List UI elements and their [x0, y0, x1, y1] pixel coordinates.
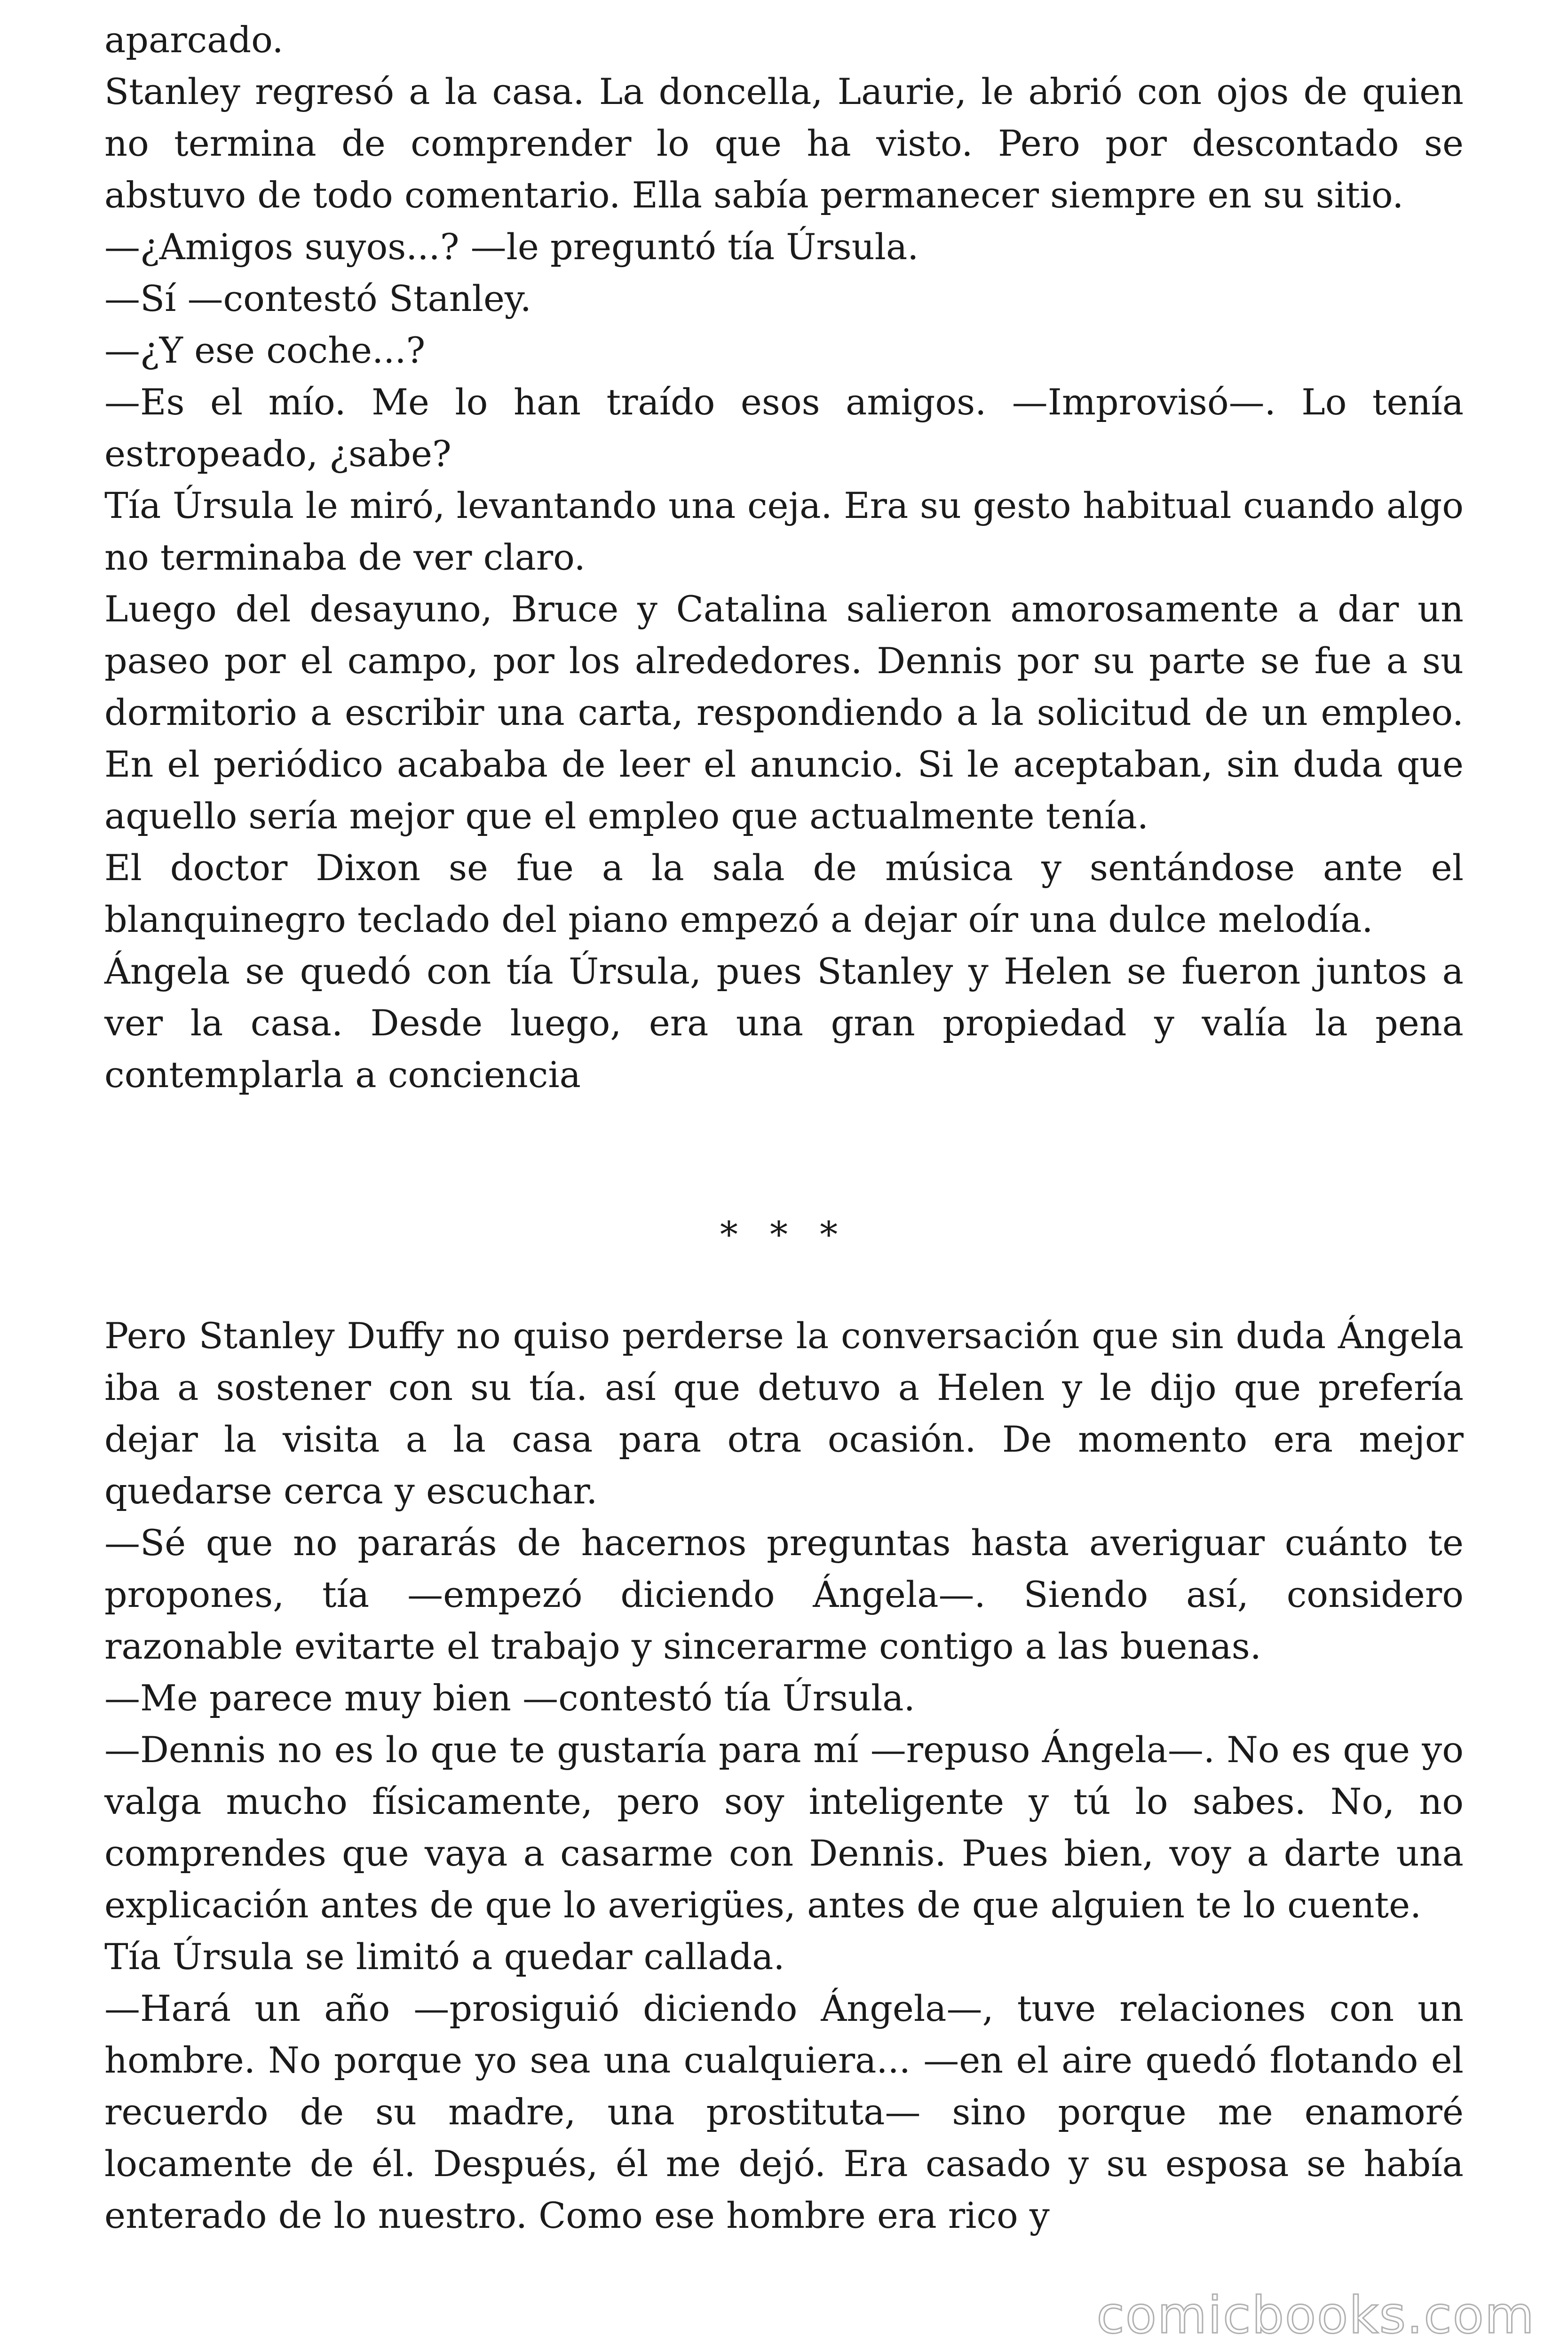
paragraph: Tía Úrsula se limitó a quedar callada. [104, 1936, 785, 1978]
text-block-top [104, 14, 1464, 1101]
paragraph: —Sé que no pararás de hacernos preguntas hasta averiguar cuánto te propones, tía —empezó diciendo Ángela—. Siendo así, considero razonable evitarte el trabajo y sincerarme contigo a las buenas. [104, 1522, 1464, 1667]
paragraph: —¿Y ese coche...? [104, 329, 426, 371]
text-block-bottom [104, 1310, 1464, 2241]
paragraph: —Dennis no es lo que te gustaría para mí —repuso Ángela—. No es que yo valga mucho físicamente, pero soy inteligente y tú lo sabes. No, no comprendes que vaya a casarme con Dennis. Pues bien, voy a darte una explicación antes de que lo averigües, antes de que alguien te lo cuente. [104, 1729, 1464, 1926]
paragraph: —Es el mío. Me lo han traído esos amigos. —Improvisó—. Lo tenía estropeado, ¿sabe? [104, 381, 1464, 475]
paragraph: Pero Stanley Duffy no quiso perderse la conversación que sin duda Ángela iba a sostener con su tía. así que detuvo a Helen y le dijo que prefería dejar la visita a la casa para otra ocasión. De momento era mejor quedarse cerca y escuchar. [104, 1315, 1464, 1512]
paragraph: Ángela se quedó con tía Úrsula, pues Stanley y Helen se fueron juntos a ver la casa. Desde luego, era una gran propiedad y valía la pena contemplarla a conciencia [104, 950, 1464, 1096]
paragraph: —¿Amigos suyos...? —le preguntó tía Úrsula. [104, 226, 919, 268]
paragraph: Stanley regresó a la casa. La doncella, Laurie, le abrió con ojos de quien no termina de comprender lo que ha visto. Pero por descontado se abstuvo de todo comentario. Ella sabía permanecer siempre en su sitio. [104, 71, 1464, 216]
watermark: comicbooks.com [1096, 2286, 1535, 2345]
paragraph: El doctor Dixon se fue a la sala de música y sentándose ante el blanquinegro teclado del piano empezó a dejar oír una dulce melodía. [104, 847, 1464, 940]
paragraph: Tía Úrsula le miró, levantando una ceja. Era su gesto habitual cuando algo no terminaba de ver claro. [104, 485, 1464, 578]
paragraph: aparcado. [104, 19, 284, 61]
paragraph: —Me parece muy bien —contestó tía Úrsula. [104, 1677, 915, 1719]
paragraph: Luego del desayuno, Bruce y Catalina salieron amorosamente a dar un paseo por el campo, por los alrededores. Dennis por su parte se fue a su dormitorio a escribir una carta, respondiendo a la solicitud de un empleo. En el periódico acababa de leer el anuncio. Si le aceptaban, sin duda que aquello sería mejor que el empleo que actualmente tenía. [104, 588, 1464, 837]
paragraph: —Sí —contestó Stanley. [104, 278, 531, 319]
scene-separator: * * * [720, 1214, 848, 1255]
paragraph: —Hará un año —prosiguió diciendo Ángela—, tuve relaciones con un hombre. No porque yo sea una cualquiera... —en el aire quedó flotando el recuerdo de su madre, una prostituta— sino porque me enamoré locamente de él. Después, él me dejó. Era casado y su esposa se había enterado de lo nuestro. Como ese hombre era rico y [104, 1987, 1464, 2236]
